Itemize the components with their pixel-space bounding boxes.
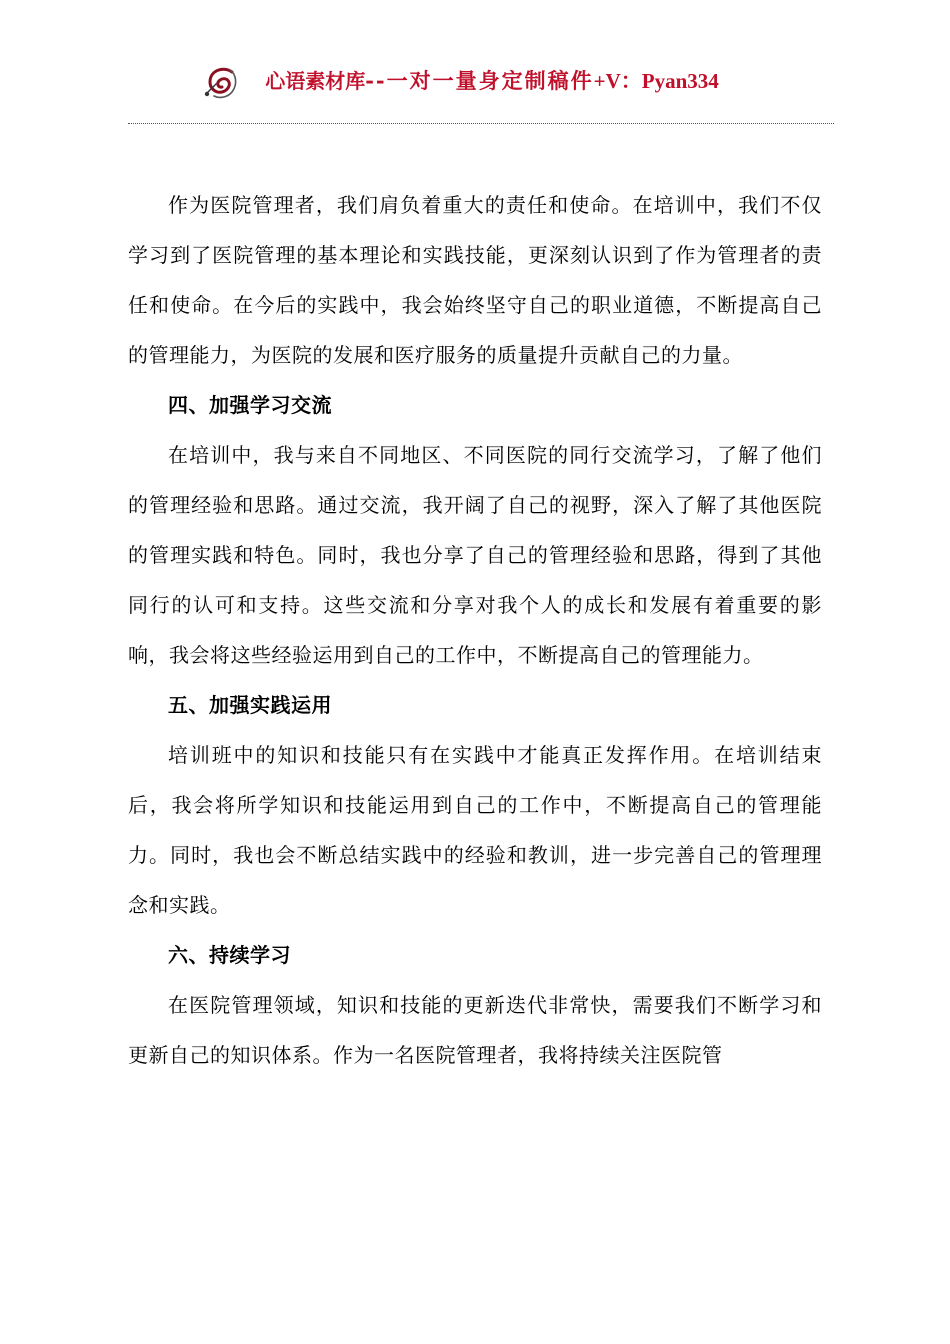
page-header: [128, 58, 834, 124]
contact-id: Pyan334: [641, 69, 719, 93]
paragraph: 在培训中，我与来自不同地区、不同医院的同行交流学习，了解了他们的管理经验和思路。通过交流，我开阔了自己的视野，深入了解了其他医院的管理实践和特色。同时，我也分享了自己的管理经验和思路，得到了其他同行的认可和支持。这些交流和分享对我个人的成长和发展有着重要的影响，我会将这些经验运用到自己的工作中，不断提高自己的管理能力。: [128, 443, 822, 667]
contact-prefix: +V：: [593, 69, 642, 93]
paragraph: 在医院管理领域，知识和技能的更新迭代非常快，需要我们不断学习和更新自己的知识体系。作为一名医院管理者，我将持续关注医院管: [128, 993, 822, 1067]
paragraph: 作为医院管理者，我们肩负着重大的责任和使命。在培训中，我们不仅学习到了医院管理的基本理论和实践技能，更深刻认识到了作为管理者的责任和使命。在今后的实践中，我会始终坚守自己的职业道德，不断提高自己的管理能力，为医院的发展和医疗服务的质量提升贡献自己的力量。: [128, 193, 822, 367]
paragraph: 培训班中的知识和技能只有在实践中才能真正发挥作用。在培训结束后，我会将所学知识和技能运用到自己的工作中，不断提高自己的管理能力。同时，我也会不断总结实践中的经验和教训，进一步完善自己的管理理念和实践。: [128, 743, 822, 917]
header-slogan: 一对一量身定制稿件: [386, 68, 594, 93]
section-heading: 六、持续学习: [168, 943, 291, 967]
document-body: [128, 180, 822, 1080]
section-heading: 四、加强学习交流: [168, 393, 332, 417]
header-title: [128, 66, 834, 96]
header-separator: --: [365, 68, 387, 93]
brand-name: 心语素材库: [265, 69, 366, 93]
header-divider: [128, 123, 834, 124]
section-heading: 五、加强实践运用: [168, 693, 332, 717]
